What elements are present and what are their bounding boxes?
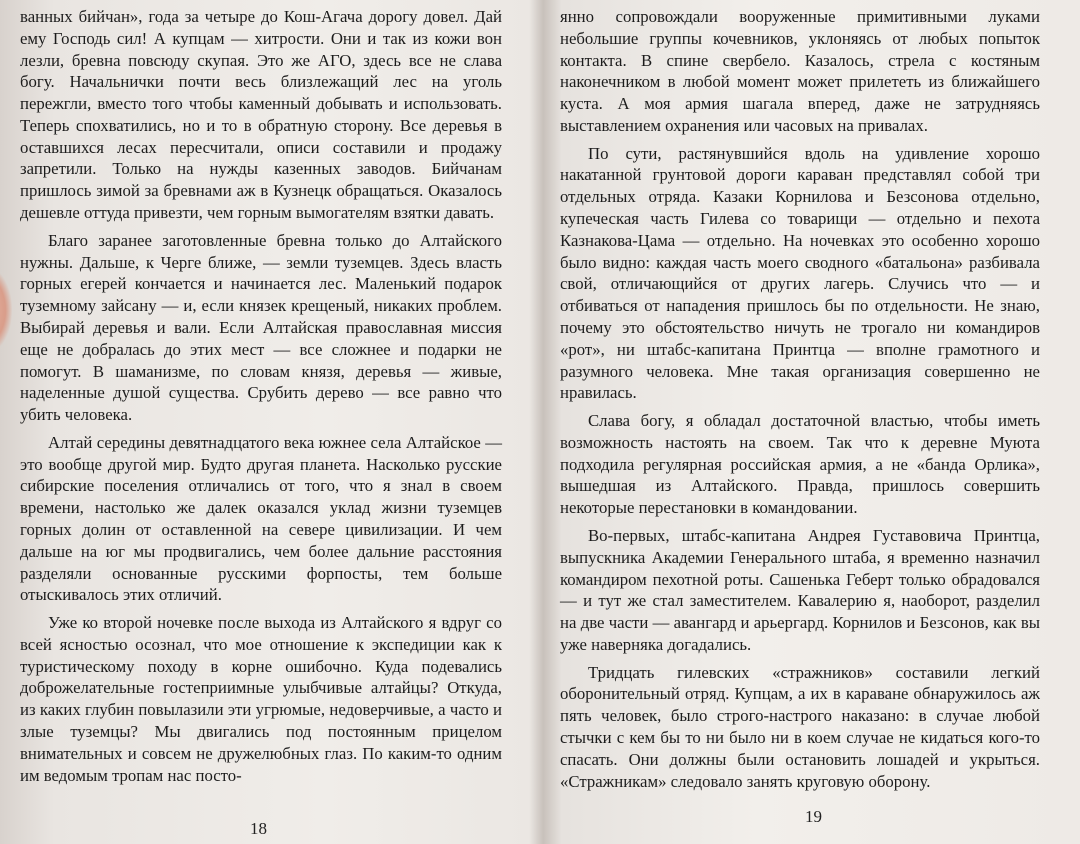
right-page (560, 0, 1040, 844)
left-page-text (20, 0, 502, 786)
right-page-text (560, 0, 1040, 792)
paragraph: Уже ко второй ночевке после выхода из Алтайского я вдруг со всей ясностью осознал, что мое отношение к экспедиции как к туристическому походу в корне ошибочно. Куда подевались доброжелательные гостеприимные улыбчивые алтайцы? Откуда, из каких глубин повылазили эти угрюмые, недоверчивые, а часто и злые туземцы? Мы двигались под постоянным прицелом внимательных и совсем не дружелюбных глаз. По каким-то одним им ведомым тропам нас посто- (20, 613, 502, 785)
page-number: 19 (805, 807, 822, 826)
paragraph: Слава богу, я обладал достаточной властью, чтобы иметь возможность настоять на своем. Так что к деревне Муюта подходила регулярная российская армия, а не «банда Орлика», вышедшая из Алтайского. Правда, пришлось совершить некоторые перестановки в командовании. (560, 411, 1040, 518)
left-page (20, 0, 502, 844)
paragraph: ванных бийчан», года за четыре до Кош-Агача дорогу довел. Дай ему Господь сил! А купцам — хитрости. Они и так из кожи вон лезли, бревна повсюду скупая. Это же АГО, здесь все не слава богу. Начальнички почти весь близлежащий лес на уголь пережгли, вместо того чтобы каменный добывать и использовать. Теперь спохватились, но и то в обратную сторону. Все деревья в оставшихся лесах пересчитали, описи составили и продажу запретили. Только на нужды казенных заводов. Бийчанам пришлось зимой за бревнами аж в Кузнецк обращаться. Оказалось дешевле оттуда привезти, чем горным вымогателям взятки давать. (20, 7, 502, 223)
paragraph: Во-первых, штабс-капитана Андрея Густавовича Принтца, выпускника Академии Генерального штаба, я временно назначил командиром пехотной роты. Сашенька Геберт только обрадовался — и тут же стал заместителем. Кавалерию я, наоборот, разделил на две части — авангард и арьергард. Корнилов и Безсонов, как вы уже наверняка догадались. (560, 525, 1040, 654)
paragraph: Благо заранее заготовленные бревна только до Алтайского нужны. Дальше, к Черге ближе, — земли туземцев. Здесь власть горных егерей кончается и начинается лес. Маленький подарок туземному зайсану — и, если князек крещеный, никаких проблем. Выбирай деревья и вали. Если Алтайская православная миссия еще не добралась до этих мест — все сложнее и подарки не помогут. В шаманизме, по словам князя, деревья — живые, наделенные душой существа. Срубить дерево — все равно что убить человека. (20, 230, 502, 425)
paragraph: янно сопровождали вооруженные примитивными луками небольшие группы кочевников, уклоняясь от любых попыток контакта. В спине свербело. Казалось, стрела с костяным наконечником в любой момент может прилететь из ближайшего куста. А моя армия шагала вперед, даже не затрудняясь выставлением охранения или часовых на привалах. (560, 7, 1040, 135)
paragraph: Алтай середины девятнадцатого века южнее села Алтайское — это вообще другой мир. Будто другая планета. Насколько русские сибирские поселения отличались от того, что я знал в своем времени, настолько же далек оказался уклад жизни туземцев горных долин от оставленной на севере цивилизации. И чем дальше на юг мы продвигались, чем более дальние расстояния разделяли основанные русскими форпосты, тем больше отыскивалось этих отличий. (20, 432, 502, 605)
thumb-finger (0, 265, 12, 355)
page-number: 18 (250, 819, 267, 838)
paragraph: По сути, растянувшийся вдоль на удивление хорошо накатанной грунтовой дороги караван представлял собой три отдельных отряда. Казаки Корнилова и Безсонова отдельно, купеческая часть Гилева со товарищи — отдельно и пехота Казнакова-Цама — отдельно. На ночевках это особенно хорошо было видно: каждая часть моего сводного «батальона» разбивала свой, отличающийся от других лагерь. Случись что — и отбиваться от нападения пришлось бы по отдельности. Не знаю, почему это обстоятельство ничуть не трогало ни командиров «рот», ни штабс-капитана Принтца — вполне грамотного и разумного человека. Мне такая организация совершенно не нравилась. (560, 143, 1040, 403)
paragraph: Тридцать гилевских «стражников» составили легкий оборонительный отряд. Купцам, а их в караване обнаружилось аж пять человек, было строго-настрого наказано: в случае любой стычки с кем бы то ни было ни в коем случае не кидаться кого-то спасать. Они должны были остановить лошадей и укрыться. «Стражникам» следовало занять круговую оборону. (560, 662, 1040, 791)
